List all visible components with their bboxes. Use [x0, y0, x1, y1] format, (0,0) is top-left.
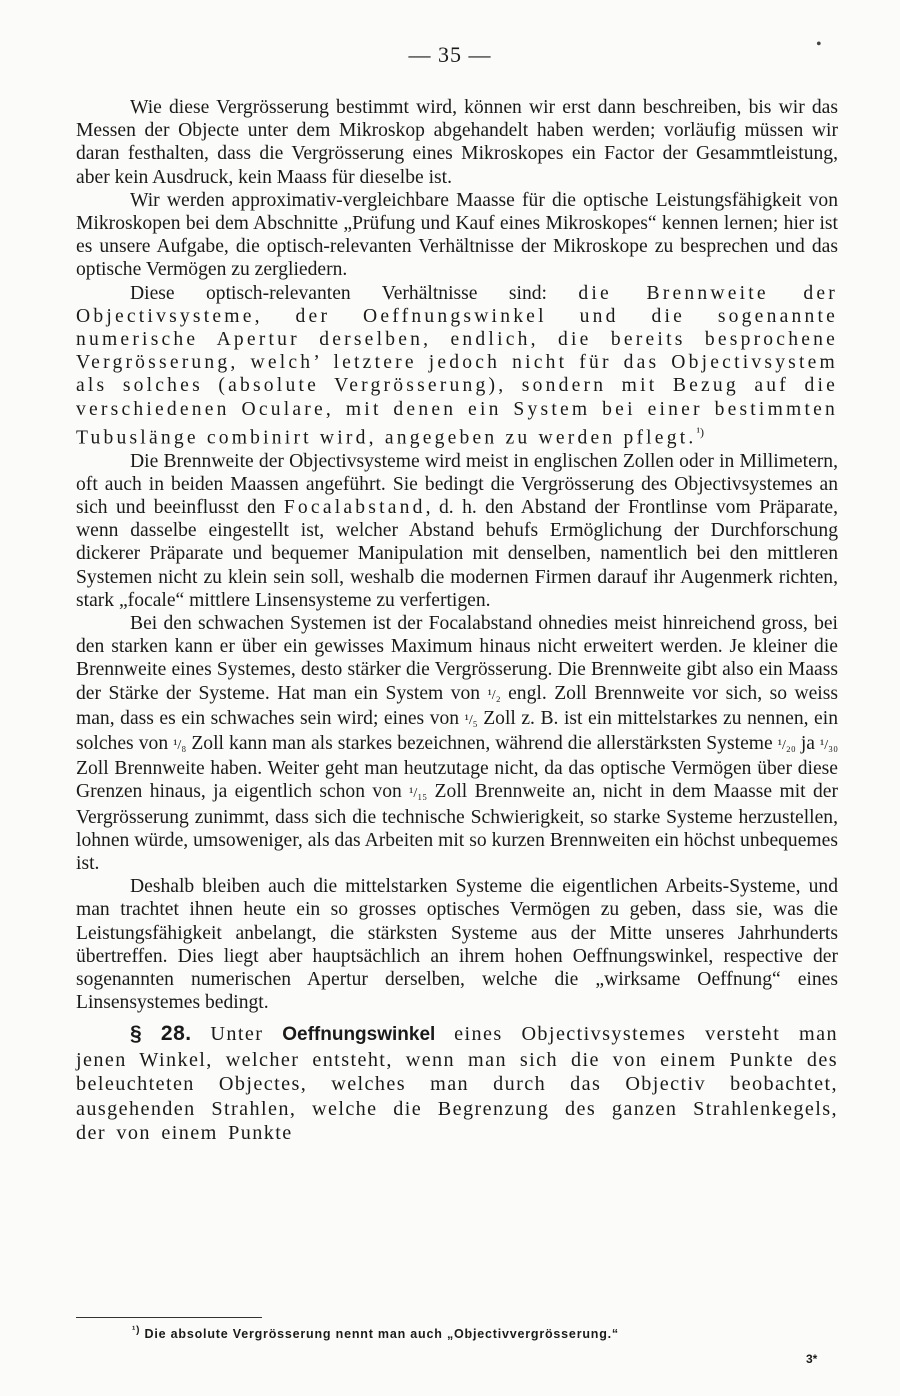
paragraph-5-s7: Zoll Brennweite an, nicht in dem Maasse mit der Vergrösserung zunimmt, dass sich die technische Schwierigkeit, so starke Systeme herzustellen, lohnen würde, umsoweniger, als das Arbeiten mit so kurzen Brennweiten ein höchst unbequemes ist. — [76, 781, 838, 875]
paragraph-5-s5: ja — [795, 733, 821, 755]
body-text — [76, 96, 838, 1145]
paragraph-5-s1: Bei den schwachen Systemen ist der Focalabstand ohnedies meist hinreichend gross, bei den starken kann er über ein gewisses Maximum hinaus nicht erweitert werden. Je kleiner die Brennweite eines Systemes, desto stärker die Vergrösserung. Die Brennweite gibt also ein Maass der Stärke der Systeme. Hat man ein System von — [76, 613, 838, 704]
footnote — [132, 1322, 832, 1343]
paragraph-6: Deshalb bleiben auch die mittelstarken Systeme die eigentlichen Arbeits-Systeme, und man trachtet ihnen heute ein so grosses optisches Vermögen zu geben, dass sie, was die Leistungsfähigkeit anbelangt, die stärksten Systeme aus der Mitte unseres Jahrhunderts übertreffen. Dies liegt aber hauptsächlich an ihrem hohen Oeffnungswinkel, respective der sogenannten numerischen Apertur derselben, welche die „wirksame Oeffnung“ eines Linsensystemes bedingt. — [76, 876, 838, 1014]
fraction-thirtieth: ¹/₃₀ — [820, 737, 839, 754]
fraction-eighth: ¹/₈ — [173, 737, 187, 754]
paragraph-5-s4: Zoll kann man als starkes bezeichnen, während die allerstärksten Systeme — [186, 733, 778, 755]
fraction-fifteenth: ¹/₁₅ — [409, 785, 428, 802]
fraction-fifth: ¹/₅ — [464, 711, 478, 728]
focal-distance-term: Focalabstand — [283, 496, 426, 518]
fraction-twentieth: ¹/₂₀ — [777, 737, 796, 754]
paragraph-5-s6: Zoll Brennweite haben. Weiter geht man heutzutage nicht, da das optische Vermögen über diese Grenzen hinaus, ja eigentlich schon von — [76, 758, 838, 803]
paragraph-5 — [76, 612, 838, 875]
paragraph-5-s3: Zoll z. B. ist ein mittelstarkes zu nennen, ein solches von — [76, 707, 838, 755]
section-28-term: Oeffnungswinkel — [282, 1024, 436, 1046]
paragraph-3 — [76, 282, 838, 450]
paragraph-4 — [76, 450, 838, 612]
footnote-ref: ¹) — [696, 424, 705, 439]
footnote-divider — [76, 1317, 262, 1318]
paragraph-4-part2: , d. h. den Abstand der Frontlinse vom Präparate, wenn dasselbe eingestellt ist, welcher Abstand behufs Ermöglichung der Durchforschung dickerer Präparate und bequemer Manipulation mit denselben, namentlich bei den mittleren Systemen nicht zu klein sein soll, weshalb die modernen Firmen darauf ihr Augenmerk richten, stark „focale“ mittlere Linsensysteme zu verfertigen. — [76, 496, 838, 611]
paragraph-3-spaced: die Brennweite der Objectivsysteme, der Oeffnungswinkel und die sogenannte numerische Apertur derselben, endlich, die bereits besprochene Vergrösserung, welch’ letztere jedoch nicht für das Objectivsystem als solches (absolute Vergrösserung), sondern mit Bezug auf die verschiedenen Oculare, mit denen ein System bei einer bestimmten Tubuslänge combinirt wird, angegeben zu werden pflegt. — [76, 282, 838, 449]
footnote-marker: ¹) — [132, 1325, 141, 1336]
paragraph-3-lead: Diese optisch-relevanten Verhältnisse sind: — [130, 282, 579, 304]
page-number: — 35 — — [408, 42, 492, 67]
fraction-half: ¹/₂ — [487, 686, 501, 703]
section-number: § 28. — [130, 1022, 192, 1046]
paragraph-4-part1: Die Brennweite der Objectivsysteme wird meist in englischen Zollen oder in Millimetern, oft auch in beiden Maassen angeführt. Sie bedingt die Vergrösserung des Objectivsystemes an sich und beeinflusst den — [76, 450, 838, 518]
paragraph-5-s2: engl. Zoll Brennweite vor sich, so weiss man, dass es ein schwaches sein wird; eines von — [76, 682, 839, 729]
section-28-after: eines Objectivsystemes versteht man jenen Winkel, welcher entsteht, wenn man sich die von einem Punkte des beleuchteten Objectes, welches man durch das Objectiv beobachtet, ausgehenden Strahlen, welche die Begrenzung des ganzen Strahlenkegels, der von einem Punkte — [76, 1023, 838, 1145]
paragraph-2: Wir werden approximativ-vergleichbare Maasse für die optische Leistungsfähigkeit von Mikroskopen bei dem Abschnitte „Prüfung und Kauf eines Mikroskopes“ kennen lernen; hier ist es unsere Aufgabe, die optisch-relevanten Verhältnisse der Mikroskope zu besprechen und das optische Vermögen zu zergliedern. — [76, 189, 838, 281]
paragraph-1: Wie diese Vergrösserung bestimmt wird, können wir erst dann beschreiben, bis wir das Messen der Objecte unter dem Mikroskop abgehandelt haben werden; vorläufig müssen wir daran festhalten, dass die Vergrösserung eines Mikroskopes ein Factor der Gesammtleistung, aber kein Ausdruck, kein Maass für dieselbe ist. — [76, 97, 838, 188]
section-28-before: Unter — [191, 1023, 283, 1046]
footnote-text: Die absolute Vergrösserung nennt man auch „Objectivvergrösserung.“ — [144, 1327, 619, 1342]
printer-signature: 3* — [806, 1352, 818, 1366]
corner-mark: • — [816, 36, 822, 53]
section-28-paragraph — [76, 1022, 838, 1145]
